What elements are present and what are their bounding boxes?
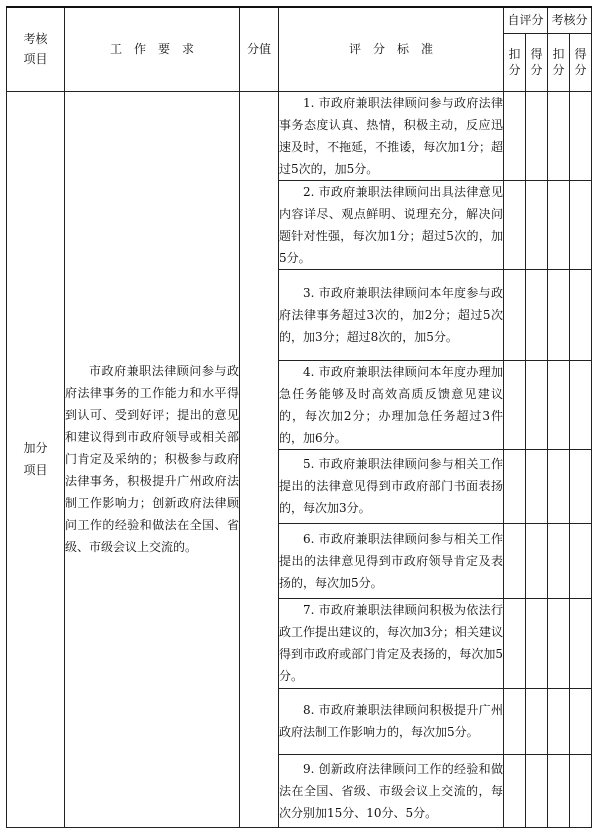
review-deduct-cell[interactable] (548, 180, 570, 269)
review-gain-cell[interactable] (570, 91, 592, 180)
criterion-1: 1. 市政府兼职法律顾问参与政府法律事务态度认真、热情，积极主动，反应迅速及时，不拖延，不推诿，每次加1分；超过5次的，加5分。 (279, 91, 504, 180)
self-gain-cell[interactable] (526, 754, 548, 827)
section-item-line2: 项目 (23, 463, 48, 477)
criterion-6: 6. 市政府兼职法律顾问参与相关工作提出的法律意见得到市政府领导肯定及表扬的，每次加5分。 (279, 523, 504, 598)
self-deduct-cell[interactable] (504, 91, 526, 180)
review-deduct-cell[interactable] (548, 449, 570, 523)
self-deduct-cell[interactable] (504, 269, 526, 360)
review-gain-cell[interactable] (570, 523, 592, 598)
header-item-line2: 项目 (23, 52, 48, 67)
criterion-5: 5. 市政府兼职法律顾问参与相关工作提出的法律意见得到市政府部门书面表扬的，每次加3分。 (279, 449, 504, 523)
criterion-2: 2. 市政府兼职法律顾问出具法律意见内容详尽、观点鲜明、说理充分，解决问题针对性强，每次加1分；超过5次的，加5分。 (279, 180, 504, 269)
review-deduct-cell[interactable] (548, 360, 570, 449)
self-gain-cell[interactable] (526, 449, 548, 523)
evaluation-table (6, 6, 592, 828)
criterion-9: 9. 创新政府法律顾问工作的经验和做法在全国、省级、市级会议上交流的，每次分别加15分、10分、5分。 (279, 754, 504, 827)
section-requirement: 市政府兼职法律顾问参与政府法律事务的工作能力和水平得到认可、受到好评；提出的意见和建议得到市政府领导或相关部门肯定及采纳的；积极参与政府法律事务，积极提升广州政府法制工作影响力；创新政府法律顾问工作的经验和做法在全国、省级、市级会议上交流的。 (65, 91, 240, 827)
criterion-8: 8. 市政府兼职法律顾问积极提升广州政府法制工作影响力的，每次加5分。 (279, 688, 504, 754)
review-gain-cell[interactable] (570, 754, 592, 827)
review-deduct-cell[interactable] (548, 754, 570, 827)
self-deduct-cell[interactable] (504, 688, 526, 754)
review-deduct-cell[interactable] (548, 598, 570, 688)
criterion-4: 4. 市政府兼职法律顾问本年度办理加急任务能够及时高效高质反馈意见建议的，每次加2分；办理加急任务超过3件的，加6分。 (279, 360, 504, 449)
review-gain-l1: 得 (574, 47, 587, 61)
review-gain-cell[interactable] (570, 688, 592, 754)
section-item-line1: 加分 (23, 441, 48, 455)
review-deduct-cell[interactable] (548, 688, 570, 754)
header-self-eval: 自评分 (504, 7, 548, 33)
header-review-deduct (548, 33, 570, 91)
self-deduct-l2: 分 (508, 63, 521, 77)
header-row-1 (7, 7, 592, 33)
self-gain-cell[interactable] (526, 269, 548, 360)
self-deduct-cell[interactable] (504, 598, 526, 688)
review-deduct-l2: 分 (552, 63, 565, 77)
review-gain-cell[interactable] (570, 598, 592, 688)
self-gain-cell[interactable] (526, 688, 548, 754)
review-gain-cell[interactable] (570, 449, 592, 523)
self-deduct-cell[interactable] (504, 523, 526, 598)
header-criteria: 评分标准 (279, 7, 504, 91)
self-gain-cell[interactable] (526, 598, 548, 688)
header-review-gain (570, 33, 592, 91)
self-gain-cell[interactable] (526, 523, 548, 598)
self-gain-cell[interactable] (526, 180, 548, 269)
review-deduct-cell[interactable] (548, 269, 570, 360)
header-score: 分值 (240, 7, 279, 91)
criterion-7: 7. 市政府兼职法律顾问积极为依法行政工作提出建议的，每次加3分；相关建议得到市政府或部门肯定及表扬的，每次加5分。 (279, 598, 504, 688)
header-requirement: 工作要求 (65, 7, 240, 91)
review-deduct-cell[interactable] (548, 91, 570, 180)
review-deduct-cell[interactable] (548, 523, 570, 598)
review-deduct-l1: 扣 (552, 47, 565, 61)
criteria-row-1 (7, 91, 592, 180)
self-deduct-cell[interactable] (504, 754, 526, 827)
self-deduct-l1: 扣 (508, 47, 521, 61)
self-gain-l1: 得 (530, 47, 543, 61)
section-item-cell (7, 91, 65, 827)
self-deduct-cell[interactable] (504, 180, 526, 269)
review-gain-cell[interactable] (570, 360, 592, 449)
self-gain-l2: 分 (530, 63, 543, 77)
header-self-deduct (504, 33, 526, 91)
self-gain-cell[interactable] (526, 360, 548, 449)
self-deduct-cell[interactable] (504, 449, 526, 523)
header-item-line1: 考核 (23, 32, 48, 47)
header-self-gain (526, 33, 548, 91)
section-score (240, 91, 279, 827)
self-deduct-cell[interactable] (504, 360, 526, 449)
review-gain-l2: 分 (574, 63, 587, 77)
review-gain-cell[interactable] (570, 269, 592, 360)
header-review-eval: 考核分 (548, 7, 592, 33)
self-gain-cell[interactable] (526, 91, 548, 180)
header-item-cell (7, 7, 65, 91)
criterion-3: 3. 市政府兼职法律顾问本年度参与政府法律事务超过3次的，加2分；超过5次的，加3分；超过8次的，加5分。 (279, 269, 504, 360)
review-gain-cell[interactable] (570, 180, 592, 269)
